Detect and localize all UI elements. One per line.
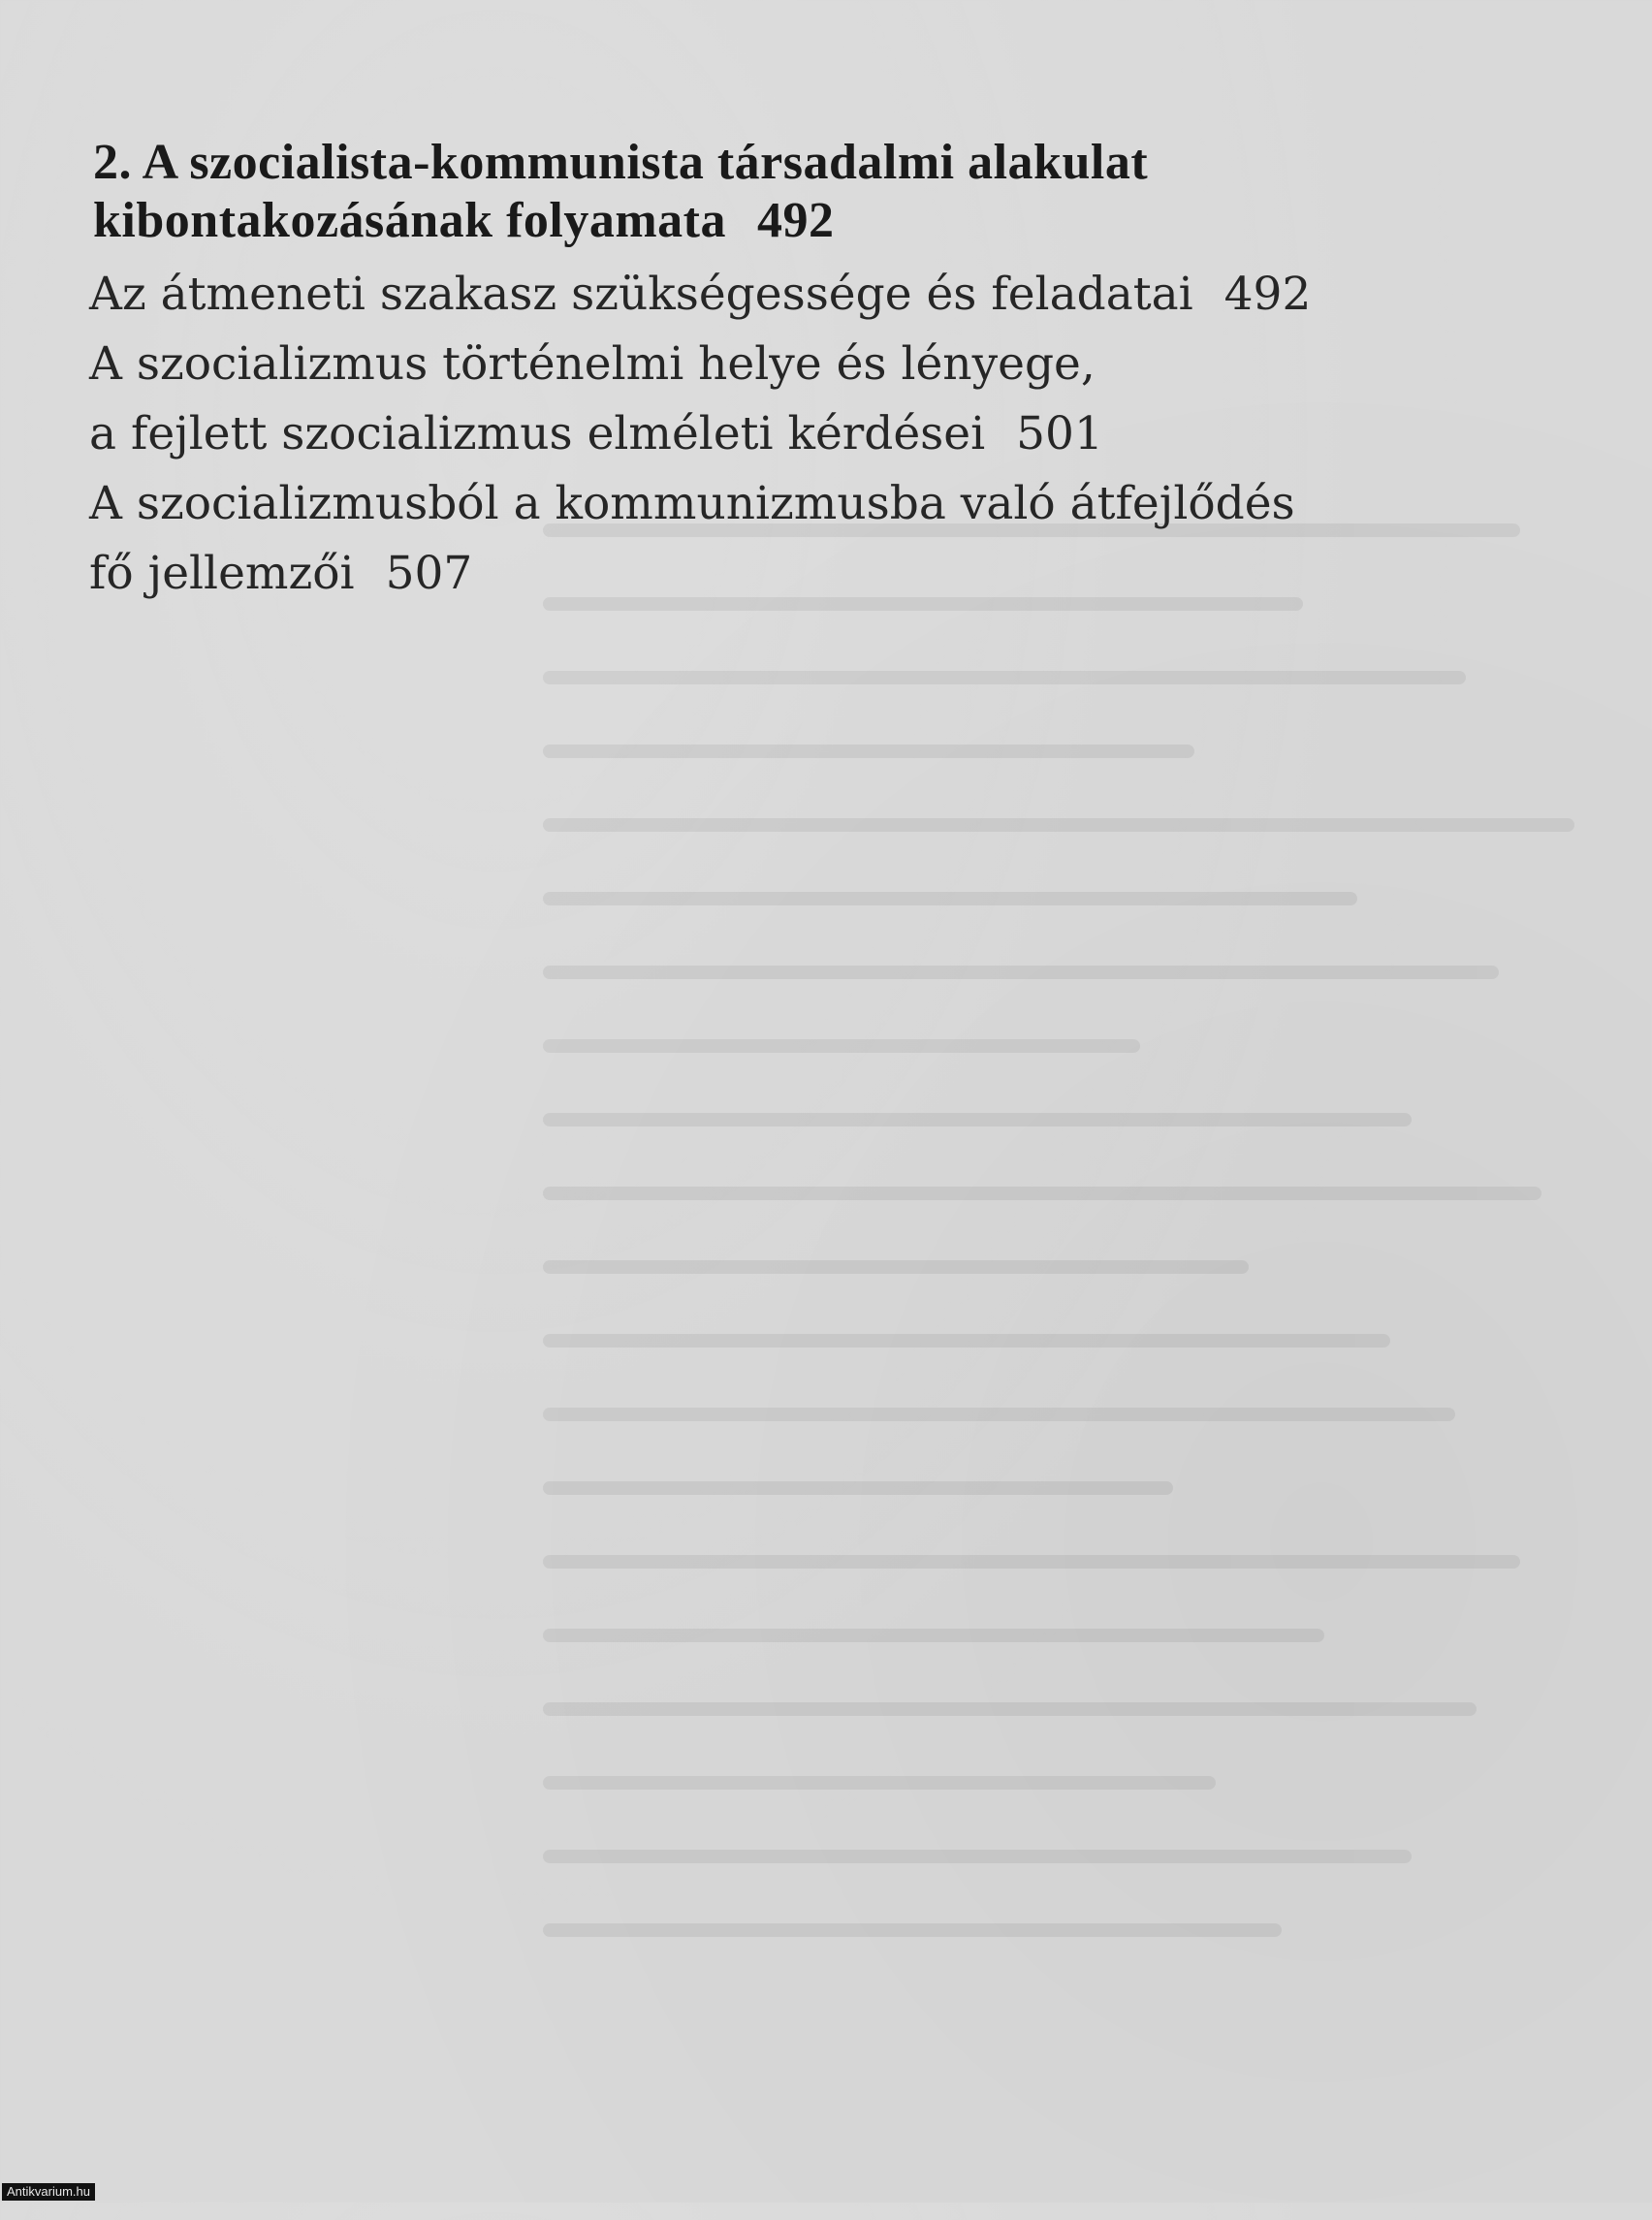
toc-entry-page-number: 492 — [1223, 268, 1312, 321]
toc-entry-title: A szocializmusból a kommunizmusba való átfejlődés — [89, 477, 1295, 530]
toc-entry-page-number: 501 — [1016, 407, 1103, 460]
toc-entry-page-number: 507 — [385, 547, 473, 600]
toc-entry — [89, 469, 1563, 539]
toc-entry — [89, 539, 1563, 609]
section-heading-line-1: 2. A szocialista-kommunista társadalmi alakulat — [93, 135, 1149, 190]
source-watermark: Antikvarium.hu — [2, 2183, 95, 2201]
show-through-texture — [543, 523, 1629, 2220]
toc-entry — [89, 399, 1563, 469]
toc-entry-title: Az átmeneti szakasz szükségessége és feladatai — [89, 268, 1193, 321]
section-heading-line-2 — [93, 192, 1563, 250]
section-heading-title: kibontakozásának folyamata — [93, 193, 726, 248]
section-heading-page-number: 492 — [757, 193, 835, 248]
toc-entry-title: a fejlett szocializmus elméleti kérdései — [89, 407, 986, 460]
toc-entry — [89, 260, 1563, 330]
toc-entry — [89, 330, 1563, 399]
toc-entry-title: A szocializmus történelmi helye és lényege, — [89, 337, 1096, 391]
section-heading — [93, 134, 1563, 250]
toc-entry-title: fő jellemzői — [89, 547, 355, 600]
table-of-contents — [89, 134, 1563, 609]
